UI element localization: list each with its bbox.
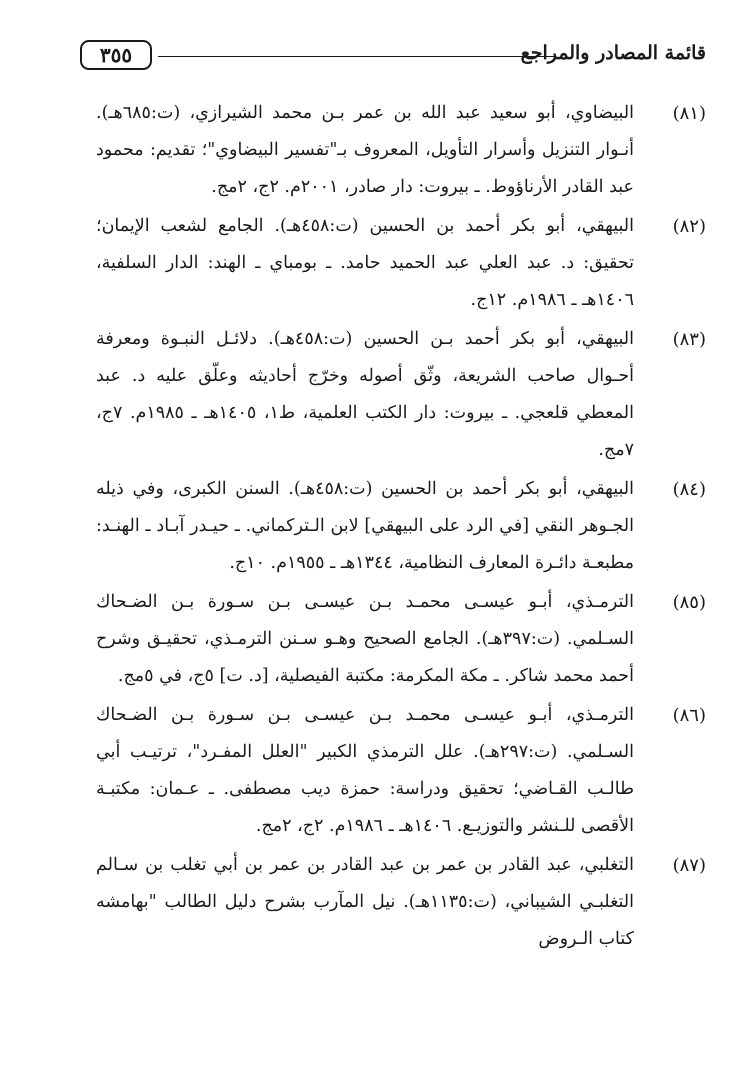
bibliography-entry-85 bbox=[96, 584, 706, 695]
page-header bbox=[80, 38, 706, 78]
entry-number: (٨٣) bbox=[672, 329, 706, 350]
entry-text: البيهقي، أبو بكر أحمد بـن الحسين (ت:٤٥٨هـ). دلائـل النبـوة ومعرفة أحـوال صاحب الشريعة، وثّق أصوله وخرّج أحاديثه وعلّق عليه د. عبد المعطي قلعجي. ـ بيروت: دار الكتب العلمية، ط١، ١٤٠٥هـ ـ ١٩٨٥م. ٧ج، ٧مج. bbox=[96, 329, 635, 460]
running-title: قائمة المصادر والمراجع bbox=[520, 42, 706, 64]
bibliography-entry-84 bbox=[96, 471, 706, 582]
entry-number: (٨٤) bbox=[672, 479, 706, 500]
entry-text: التغلبي، عبد القادر بن عمر بن عبد القادر بن عمر بن أبي تغلب بن سـالم التغلبـي الشيباني، (ت:١١٣٥هـ). نيل المآرب بشرح دليل الطالب "بهامشه كتاب الـروض bbox=[96, 855, 634, 949]
entry-text: البيضاوي، أبو سعيد عبد الله بن عمر بـن محمد الشيرازي، (ت:٦٨٥هـ). أنـوار التنزيل وأسرار التأويل، المعروف بـ"تفسير البيضاوي"؛ تقديم: محمود عبد القادر الأرناؤوط. ـ بيروت: دار صادر، ٢٠٠١م. ٢ج، ٢مج. bbox=[96, 103, 634, 197]
entry-text: البيهقي، أبو بكر أحمد بن الحسين (ت:٤٥٨هـ). الجامع لشعب الإيمان؛ تحقيق: د. عبد العلي عبد الحميد حامد. ـ بومباي ـ الهند: الدار السلفية، ١٤٠٦هـ ـ ١٩٨٦م. ١٢ج. bbox=[96, 216, 634, 310]
entry-number: (٨٥) bbox=[672, 592, 706, 613]
bibliography-entry-87 bbox=[96, 847, 706, 958]
page-number-badge: ٣٥٥ bbox=[80, 40, 152, 70]
bibliography-entry-83 bbox=[96, 321, 706, 469]
entry-number: (٨٧) bbox=[672, 855, 706, 876]
entry-text: الترمـذي، أبـو عيسـى محمـد بـن عيسـى بـن سـورة بـن الضـحاك السـلمي. (ت:٢٩٧هـ). علل الترمذي الكبير "العلل المفـرد"، ترتيـب أبي طالـب القـاضي؛ تحقيق ودراسة: حمزة ديب مصطفى. ـ عـمان: مكتبـة الأقصى للـنشر والتوزيـع. ١٤٠٦هـ ـ ١٩٨٦م. ٢ج، ٢مج. bbox=[96, 705, 634, 836]
entry-text: البيهقي، أبو بكر أحمد بن الحسين (ت:٤٥٨هـ). السنن الكبرى، وفي ذيله الجـوهر النقي [في الرد على البيهقي] لابن الـتركماني. ـ حيـدر آبـاد ـ الهنـد: مطبعـة دائـرة المعارف النظامية، ١٣٤٤هـ ـ ١٩٥٥م. ١٠ج. bbox=[96, 479, 634, 573]
header-rule bbox=[158, 56, 556, 57]
entry-text: الترمـذي، أبـو عيسـى محمـد بـن عيسـى بـن سـورة بـن الضـحاك السـلمي. (ت:٣٩٧هـ). الجامع الصحيح وهـو سـنن الترمـذي، تحقيـق وشرح أحمد محمد شاكر. ـ مكة المكرمة: مكتبة الفيصلية، [د. ت] ٥ج، في ٥مج. bbox=[96, 592, 634, 686]
bibliography-list bbox=[96, 95, 706, 960]
bibliography-entry-86 bbox=[96, 697, 706, 845]
entry-number: (٨٦) bbox=[672, 705, 706, 726]
bibliography-entry-82 bbox=[96, 208, 706, 319]
entry-number: (٨١) bbox=[672, 103, 706, 124]
bibliography-entry-81 bbox=[96, 95, 706, 206]
entry-number: (٨٢) bbox=[672, 216, 706, 237]
